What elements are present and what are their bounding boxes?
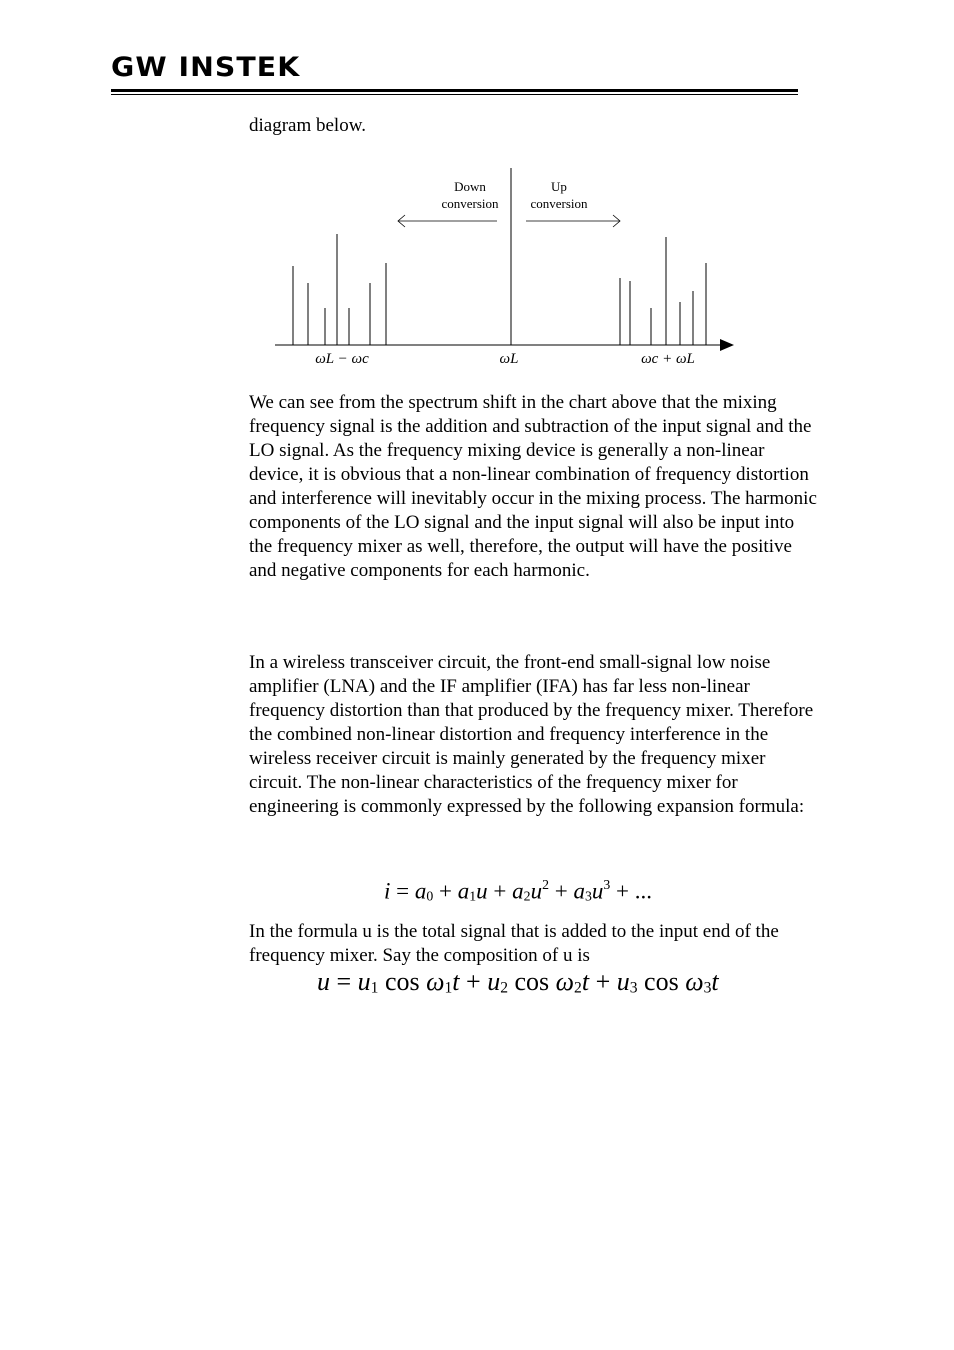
intro-line: diagram below.	[249, 115, 366, 136]
brand-logo: GW INSTEK	[111, 52, 301, 83]
header-rule-thin	[111, 94, 798, 95]
axis-label-right: ωc + ωL	[641, 351, 695, 367]
down-conversion-arrow	[398, 215, 497, 227]
spectrum-diagram	[260, 160, 750, 380]
signal-composition-formula: $u = u_1$ $\cos \omega_1t + u_2$ $\cos \omega_2t + u_3$ $\cos \omega_3t$	[317, 967, 719, 997]
header-rule-thick	[111, 89, 798, 92]
up-conversion-arrow	[526, 215, 620, 227]
lower-sideband-lines	[293, 234, 386, 345]
up-label-2: conversion	[530, 196, 588, 211]
paragraph-transceiver: In a wireless transceiver circuit, the front-end small-signal low noise amplifier (LNA) and the IF amplifier (IFA) has far less non-linear frequency distortion than that produced by the frequency mixer. Therefore the combined non-linear distortion and frequency interference in the wireless receiver circuit is mainly generated by the frequency mixer circuit. The non-linear characteristics of the frequency mixer for engineering is commonly expressed by the following expansion formula:	[249, 652, 814, 817]
down-label-2: conversion	[441, 196, 499, 211]
paragraph-formula-note: In the formula u is the total signal that is added to the input end of the frequency mixer. Say the composition of u is	[249, 921, 779, 966]
axis-arrowhead	[720, 339, 734, 351]
axis-label-center: ωL	[499, 351, 519, 367]
axis-label-left: ωL − ωc	[315, 351, 369, 367]
upper-sideband-lines	[620, 237, 706, 345]
paragraph-spectrum-shift: We can see from the spectrum shift in the chart above that the mixing frequency signal is the addition and subtraction of the input signal and the LO signal. As the frequency mixing device is generally a non-linear device, it is obvious that a non-linear combination of frequency distortion and interference will inevitably occur in the mixing process. The harmonic components of the LO signal and the input signal will also be input into the frequency mixer as well, therefore, the output will have the positive and negative components for each harmonic.	[249, 392, 817, 581]
up-label-1: Up	[551, 179, 567, 194]
expansion-formula: $i = a_0 + a_1u + a_2u^2 + a_3u^3$ + ...	[384, 877, 652, 904]
down-label-1: Down	[454, 179, 486, 194]
